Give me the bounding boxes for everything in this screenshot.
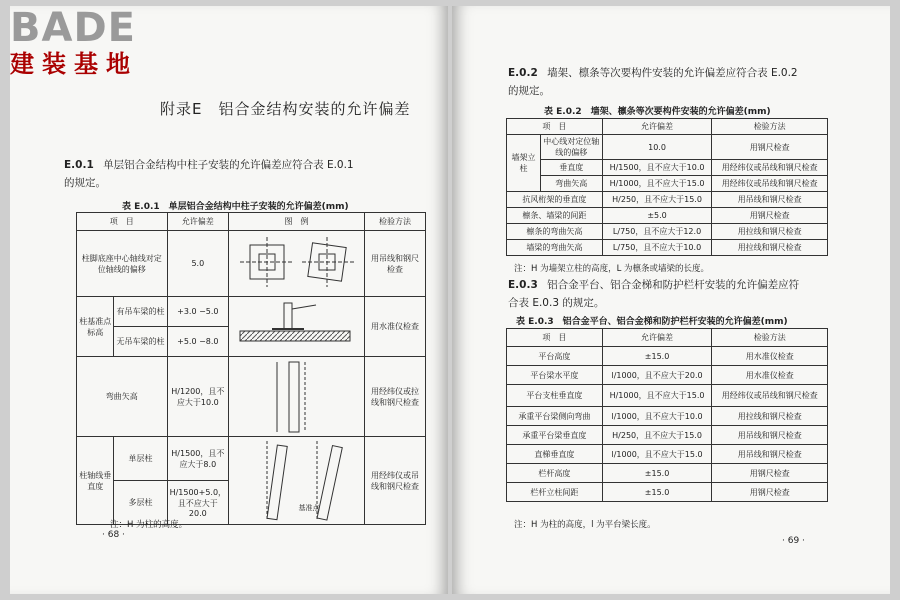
header-tolerance: 允许偏差 [602,329,712,347]
row-group: 柱轴线垂直度 [77,437,114,525]
row-item: 平台高度 [507,347,603,366]
table-e03 [506,328,828,502]
row-tolerance: L/750，且不应大于10.0 [602,240,712,256]
table-note: 注：H 为柱的高度，l 为平台梁长度。 [514,520,656,530]
row-tolerance: +5.0 −8.0 [167,327,229,357]
clause-text: 铝合金平台、铝合金梯和防护栏杆安装的允许偏差应符 [547,279,800,291]
row-item: 垂直度 [540,160,602,176]
header-tolerance: 允许偏差 [602,119,712,135]
right-page [452,6,890,594]
table-note: 注：H 为柱的高度。 [110,520,188,530]
row-method: 用钢尺检查 [712,135,828,160]
header-tolerance: 允许偏差 [167,213,229,231]
table-caption: 表 E.0.1 单层铝合金结构中柱子安装的允许偏差(mm) [122,202,349,212]
table-caption: 表 E.0.2 墙架、檩条等次要构件安装的允许偏差(mm) [544,107,771,117]
row-item: 柱脚底座中心轴线对定位轴线的偏移 [77,231,168,297]
ref-point-diagram [232,299,362,355]
row-item: 平台梁水平度 [507,366,603,385]
table-caption: 表 E.0.3 铝合金平台、铝合金梯和防护栏杆安装的允许偏差(mm) [516,317,788,327]
table-note: 注：H 为墙架立柱的高度，L 为檩条或墙梁的长度。 [514,264,710,274]
row-tolerance: H/1000，且不应大于15.0 [602,385,712,407]
ref-point-label: 基准点 [298,503,320,512]
header-figure: 图 例 [229,213,365,231]
row-tolerance: L/750，且不应大于12.0 [602,224,712,240]
row-method: 用经纬仪或吊线和钢尺检查 [712,385,828,407]
row-item: 承重平台梁侧向弯曲 [507,407,603,426]
row-tolerance: 5.0 [167,231,229,297]
clause-text-cont: 合表 E.0.3 的规定。 [508,297,605,309]
row-tolerance: l/1000，且不应大于10.0 [602,407,712,426]
clause-number: E.0.2 [508,67,538,79]
row-tolerance: 10.0 [602,135,712,160]
row-tolerance: ±15.0 [602,347,712,366]
row-item: 檩条的弯曲矢高 [507,224,603,240]
figure-bending [229,357,365,437]
row-item: 栏杆立柱间距 [507,483,603,502]
row-tolerance: H/250，且不应大于15.0 [602,426,712,445]
row-method: 用吊线和钢尺检查 [712,192,828,208]
clause-text-cont: 的规定。 [508,85,550,97]
row-method: 用水准仪检查 [712,347,828,366]
row-method: 用水准仪检查 [712,366,828,385]
row-method: 用吊线和钢尺检查 [712,445,828,464]
header-item: 项 目 [507,329,603,347]
logo-subtitle: 建装基地 [10,50,138,78]
clause-text: 墙架、檩条等次要构件安装的允许偏差应符合表 E.0.2 [547,67,798,79]
clause-number: E.0.3 [508,279,538,291]
row-method: 用吊线和钢尺检查 [365,231,426,297]
base-offset-diagram [232,235,362,293]
row-tolerance: H/1500，且不应大于10.0 [602,160,712,176]
header-method: 检验方法 [712,329,828,347]
row-method: 用经纬仪或吊线和钢尺检查 [365,437,426,525]
page-number: · 68 · [102,530,125,540]
row-method: 用拉线和钢尺检查 [712,224,828,240]
row-sub: 多层柱 [114,481,167,525]
row-tolerance: H/1200，且不应大于10.0 [167,357,229,437]
logo-text: BADE [10,5,136,51]
clause-text-cont: 的规定。 [64,177,106,189]
row-item: 栏杆高度 [507,464,603,483]
row-method: 用钢尺检查 [712,483,828,502]
row-tolerance: H/1500+5.0，且不应大于20.0 [167,481,229,525]
row-tolerance: l/1000，且不应大于15.0 [602,445,712,464]
row-sub: 单层柱 [114,437,167,481]
table-e02 [506,118,828,256]
row-tolerance: ±5.0 [602,208,712,224]
row-item: 中心线对定位轴线的偏移 [540,135,602,160]
row-tolerance: H/1500，且不应大于8.0 [167,437,229,481]
page-number: · 69 · [782,536,805,546]
row-tolerance: ±15.0 [602,464,712,483]
clause-text: 单层铝合金结构中柱子安装的允许偏差应符合表 E.0.1 [103,159,354,171]
row-group: 柱基准点标高 [77,297,114,357]
row-method: 用拉线和钢尺检查 [712,240,828,256]
row-tolerance: H/1000，且不应大于15.0 [602,176,712,192]
header-method: 检验方法 [365,213,426,231]
row-method: 用拉线和钢尺检查 [712,407,828,426]
left-page [10,6,448,594]
row-tolerance: l/1000，且不应大于20.0 [602,366,712,385]
clause-e02 [508,64,880,100]
row-item: 墙梁的弯曲矢高 [507,240,603,256]
row-group: 墙架立柱 [507,135,541,192]
table-e01 [76,212,426,525]
row-method: 用经纬仪或拉线和钢尺检查 [365,357,426,437]
row-item: 直梯垂直度 [507,445,603,464]
clause-e01 [64,156,434,192]
brand-logo [10,6,138,78]
verticality-diagram [237,439,357,523]
row-tolerance: +3.0 −5.0 [167,297,229,327]
appendix-title: 附录E 铝合金结构安装的允许偏差 [160,100,411,118]
figure-base-offset [229,231,365,297]
row-item: 承重平台梁垂直度 [507,426,603,445]
header-item: 项 目 [507,119,603,135]
row-method: 用钢尺检查 [712,464,828,483]
row-sub: 有吊车梁的柱 [114,297,167,327]
header-method: 检验方法 [712,119,828,135]
figure-ref-point [229,297,365,512]
row-method: 用水准仪检查 [365,297,426,357]
row-method: 用吊线和钢尺检查 [712,426,828,445]
row-item: 弯曲矢高 [77,357,168,437]
bending-diagram [267,360,327,434]
header-item: 项 目 [77,213,168,231]
row-sub: 无吊车梁的柱 [114,327,167,357]
row-item: 抗风桁架的垂直度 [507,192,603,208]
row-item: 檩条、墙梁的间距 [507,208,603,224]
figure-verticality [229,437,365,525]
clause-e03 [508,276,880,312]
clause-number: E.0.1 [64,159,94,171]
row-item: 平台支柱垂直度 [507,385,603,407]
row-item: 弯曲矢高 [540,176,602,192]
row-method: 用钢尺检查 [712,208,828,224]
row-tolerance: ±15.0 [602,483,712,502]
row-method: 用经纬仪或吊线和钢尺检查 [712,176,828,192]
row-tolerance: H/250，且不应大于15.0 [602,192,712,208]
row-method: 用经纬仪或吊线和钢尺检查 [712,160,828,176]
